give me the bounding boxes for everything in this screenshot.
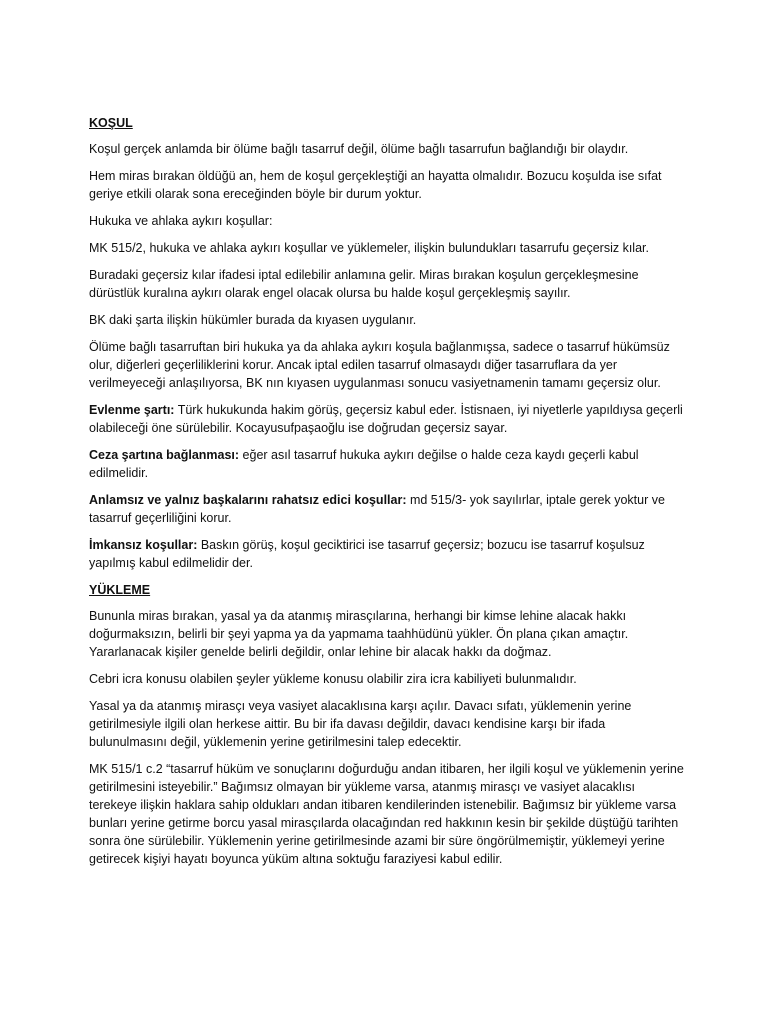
- paragraph-enforceability: Cebri icra konusu olabilen şeyler yükleme konusu olabilir zira icra kabiliyeti bulunmalıdır.: [89, 672, 577, 686]
- paragraph-unlawful-conditions-title: Hukuka ve ahlaka aykırı koşullar:: [89, 214, 273, 228]
- paragraph-alive-requirement: Hem miras bırakan öldüğü an, hem de koşul gerçekleştiği an hayatta olmalıdır. Bozucu koşulda ise sıfat geriye etkili olarak sona ereceğinden böyle bir durum yoktur.: [89, 169, 662, 201]
- paragraph-marriage-condition: [89, 401, 685, 437]
- paragraph-body: eğer asıl tasarruf hukuka aykırı değilse o halde ceza kaydı geçerli kabul edilmelidir.: [89, 448, 639, 480]
- section-heading-yukleme: YÜKLEME: [89, 583, 151, 597]
- paragraph-body: Türk hukukunda hakim görüş, geçersiz kabul eder. İstisnaen, iyi niyetlerle yapıldıysa geçerli olabileceği öne sürülebilir. Kocayusufpaşaoğlu ise doğrudan geçersiz sayar.: [89, 403, 683, 435]
- paragraph-voidable-meaning: Buradaki geçersiz kılar ifadesi iptal edilebilir anlamına gelir. Miras bırakan koşulun gerçekleşmesine dürüstlük kuralına aykırı olarak engel olacak olursa bu halde koşul gerçekleşmiş sayılır.: [89, 268, 639, 300]
- paragraph-partial-invalidity: Ölüme bağlı tasarruftan biri hukuka ya da ahlaka aykırı koşula bağlanmışsa, sadece o tasarruf hükümsüz olur, diğerleri geçerliliklerini korur. Ancak iptal edilen tasarruf olmasaydı diğer tasarruflara da yer verilmeyeceği anlaşılıyorsa, BK nın kıyasen uygulanması sonucu vasiyetnamenin tamamı geçersiz olur.: [89, 340, 670, 390]
- document-page: [89, 114, 685, 877]
- paragraph-lead: Anlamsız ve yalnız başkalarını rahatsız edici koşullar:: [89, 493, 407, 507]
- paragraph-lead: Ceza şartına bağlanması:: [89, 448, 240, 462]
- paragraph-body: md 515/3- yok sayılırlar, iptale gerek yoktur ve tasarruf geçerliliğini korur.: [89, 493, 665, 525]
- paragraph-impossible-conditions: [89, 536, 685, 572]
- paragraph-penalty-condition: [89, 446, 685, 482]
- paragraph-lawsuit: Yasal ya da atanmış mirasçı veya vasiyet alacaklısına karşı açılır. Davacı sıfatı, yüklemenin yerine getirilmesiyle ilgili olan herkese aittir. Bu bir ifa davası değildir, davacı kendisine karşı bir ifada bulunulmasını değil, yüklemenin yerine getirilmesini talep edecektir.: [89, 699, 632, 749]
- paragraph-kosul-definition: Koşul gerçek anlamda bir ölüme bağlı tasarruf değil, ölüme bağlı tasarrufun bağlandığı bir olaydır.: [89, 142, 629, 156]
- paragraph-mk-515-2: MK 515/2, hukuka ve ahlaka aykırı koşullar ve yüklemeler, ilişkin bulundukları tasarrufu geçersiz kılar.: [89, 241, 649, 255]
- paragraph-lead: İmkansız koşullar:: [89, 538, 198, 552]
- paragraph-bk-analogy: BK daki şarta ilişkin hükümler burada da kıyasen uygulanır.: [89, 313, 417, 327]
- paragraph-meaningless-conditions: [89, 491, 685, 527]
- paragraph-yukleme-definition: Bununla miras bırakan, yasal ya da atanmış mirasçılarına, herhangi bir kimse lehine alacak hakkı doğurmaksızın, belirli bir şeyi yapma ya da yapmama taahhüdünü yükler. Ön plana çıkan amaçtır. Yararlanacak kişiler genelde belirli değildir, onlar lehine bir alacak hakkı da doğmaz.: [89, 609, 629, 659]
- paragraph-body: Baskın görüş, koşul geciktirici ise tasarruf geçersiz; bozucu ise tasarruf koşulsuz yapılmış kabul edilmelidir der.: [89, 538, 645, 570]
- paragraph-mk-515-1: MK 515/1 c.2 “tasarruf hüküm ve sonuçlarını doğurduğu andan itibaren, her ilgili koşul ve yüklemenin yerine getirilmesini isteyebilir.” Bağımsız olmayan bir yükleme varsa, atanmış mirasçı ve vasiyet alacaklısı terekeye ilişkin haklara sahip oldukları andan itibaren kendilerinden istenebilir. Bağımsız bir yükleme varsa bunları yerine getirme borcu yasal mirasçılarda olacağından red hakkının kesin bir şekilde düştüğü tarihten sonra öne sürülebilir. Yüklemenin yerine getirilmesinde azami bir süre öngörülmemiştir, yüklemeyi yerine getirecek kişiyi hayatı boyunca yüküm altına soktuğu faraziyesi kabul edilir.: [89, 762, 684, 866]
- paragraph-lead: Evlenme şartı:: [89, 403, 175, 417]
- section-heading-kosul: KOŞUL: [89, 116, 133, 130]
